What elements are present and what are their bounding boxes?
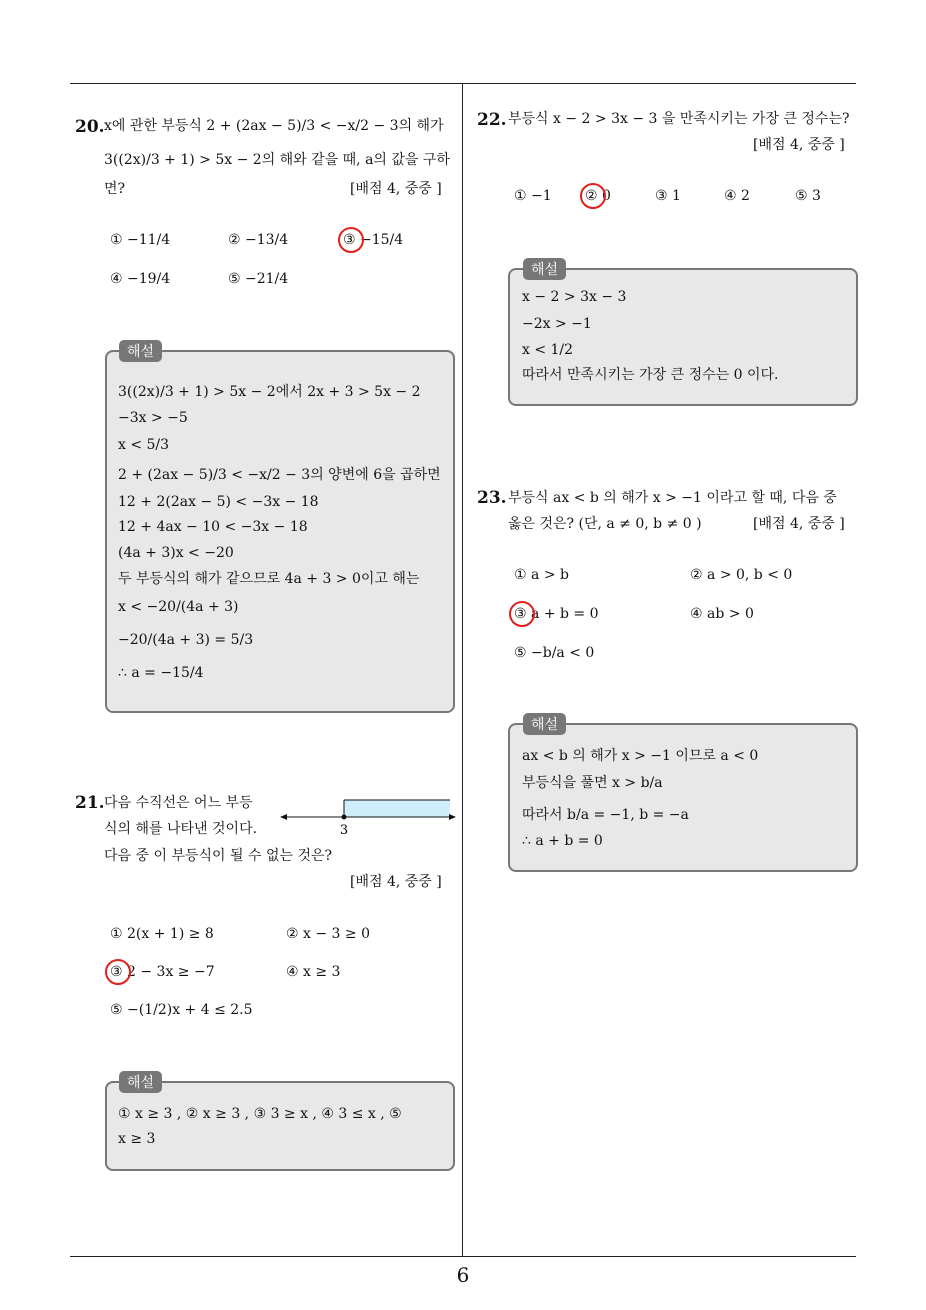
- choice-4[interactable]: ④ −19/4: [110, 271, 171, 287]
- solution-line: 12 + 2(2ax − 5) < −3x − 18: [118, 494, 319, 510]
- choice-4[interactable]: ④ ab > 0: [690, 606, 754, 622]
- solution-line: 3((2x)/3 + 1) > 5x − 2에서 2x + 3 > 5x − 2: [118, 384, 421, 400]
- top-rule: [70, 83, 856, 84]
- question-text-line: 다음 수직선은 어느 부등: [104, 795, 253, 811]
- answer-circle-mark: [105, 959, 131, 985]
- solution-label: 해설: [119, 1071, 162, 1093]
- page-number: 6: [456, 1263, 470, 1287]
- choice-3[interactable]: ③ −15/4: [343, 232, 404, 248]
- solution-line: x < 1/2: [522, 342, 574, 358]
- question-text-line: x에 관한 부등식 2 + (2ax − 5)/3 < −x/2 − 3의 해가: [104, 118, 444, 134]
- solution-line: −20/(4a + 3) = 5/3: [118, 632, 254, 648]
- question-number: 21.: [75, 793, 105, 813]
- score-meta: [배점 4, 중중 ]: [350, 181, 442, 197]
- score-meta: [배점 4, 중중 ]: [350, 874, 442, 890]
- solution-label: 해설: [119, 340, 162, 362]
- solution-line: x < −20/(4a + 3): [118, 599, 239, 615]
- choice-5[interactable]: ⑤ −b/a < 0: [514, 645, 595, 661]
- solution-line: x − 2 > 3x − 3: [522, 289, 627, 305]
- solution-label: 해설: [523, 258, 566, 280]
- axis-left-arrow: [280, 814, 287, 820]
- closed-point: [342, 815, 347, 820]
- choice-5[interactable]: ⑤ −(1/2)x + 4 ≤ 2.5: [110, 1002, 253, 1018]
- question-number: 23.: [477, 488, 507, 508]
- solution-line: ∴ a + b = 0: [522, 833, 603, 849]
- choice-1[interactable]: ① a > b: [514, 567, 569, 583]
- question-text-line: 부등식 ax < b 의 해가 x > −1 이라고 할 때, 다음 중: [508, 490, 837, 506]
- number-line-figure: [278, 796, 458, 840]
- question-text-line: 3((2x)/3 + 1) > 5x − 2의 해와 같을 때, a의 값을 구하: [104, 152, 450, 168]
- question-text-line: 옳은 것은? (단, a ≠ 0, b ≠ 0 ): [508, 516, 702, 532]
- solution-line: (4a + 3)x < −20: [118, 545, 234, 561]
- choice-3[interactable]: ③ 2 − 3x ≥ −7: [110, 964, 215, 980]
- question-number: 22.: [477, 110, 507, 130]
- score-meta: [배점 4, 중중 ]: [753, 137, 845, 153]
- answer-circle-mark: [509, 601, 535, 627]
- solution-line: 부등식을 풀면 x > b/a: [522, 775, 663, 791]
- solution-line: 2 + (2ax − 5)/3 < −x/2 − 3의 양변에 6을 곱하면: [118, 467, 441, 483]
- solution-line: −2x > −1: [522, 316, 592, 332]
- solution-line: 두 부등식의 해가 같으므로 4a + 3 > 0이고 해는: [118, 571, 420, 587]
- solution-line: 12 + 4ax − 10 < −3x − 18: [118, 519, 308, 535]
- choice-5[interactable]: ⑤ −21/4: [228, 271, 289, 287]
- choice-2[interactable]: ② a > 0, b < 0: [690, 567, 793, 583]
- solution-region: [344, 800, 450, 817]
- choice-3[interactable]: ③ a + b = 0: [514, 606, 599, 622]
- question-number: 20.: [75, 117, 105, 137]
- question-text-line: 다음 중 이 부등식이 될 수 없는 것은?: [104, 848, 332, 864]
- solution-line: x ≥ 3: [118, 1131, 156, 1147]
- solution-line: x < 5/3: [118, 437, 170, 453]
- choice-5[interactable]: ⑤ 3: [795, 188, 821, 204]
- choice-1[interactable]: ① 2(x + 1) ≥ 8: [110, 926, 214, 942]
- solution-line: 따라서 만족시키는 가장 큰 정수는 0 이다.: [522, 367, 779, 383]
- solution-line: −3x > −5: [118, 410, 188, 426]
- solution-line: ax < b 의 해가 x > −1 이므로 a < 0: [522, 748, 759, 764]
- bottom-rule: [70, 1256, 856, 1257]
- choice-4[interactable]: ④ x ≥ 3: [286, 964, 341, 980]
- column-divider: [462, 83, 463, 1256]
- question-text-line: 면?: [104, 181, 126, 197]
- solution-line: ① x ≥ 3 , ② x ≥ 3 , ③ 3 ≥ x , ④ 3 ≤ x , ⑤: [118, 1106, 402, 1122]
- solution-box: [105, 1081, 455, 1171]
- choice-2[interactable]: ② −13/4: [228, 232, 289, 248]
- score-meta: [배점 4, 중중 ]: [753, 516, 845, 532]
- question-text-line: 식의 해를 나타낸 것이다.: [104, 821, 258, 837]
- choice-2[interactable]: ② x − 3 ≥ 0: [286, 926, 370, 942]
- question-text-line: 부등식 x − 2 > 3x − 3 을 만족시키는 가장 큰 정수는?: [508, 111, 850, 127]
- choice-1[interactable]: ① −11/4: [110, 232, 171, 248]
- axis-right-arrow: [449, 814, 456, 820]
- choice-2[interactable]: ② 0: [585, 188, 611, 204]
- solution-line: 따라서 b/a = −1, b = −a: [522, 807, 689, 823]
- solution-label: 해설: [523, 713, 566, 735]
- choice-3[interactable]: ③ 1: [655, 188, 681, 204]
- answer-circle-mark: [338, 227, 364, 253]
- answer-circle-mark: [580, 183, 606, 209]
- solution-line: ∴ a = −15/4: [118, 665, 204, 681]
- axis-tick-label: 3: [339, 823, 349, 838]
- choice-1[interactable]: ① −1: [514, 188, 552, 204]
- choice-4[interactable]: ④ 2: [724, 188, 750, 204]
